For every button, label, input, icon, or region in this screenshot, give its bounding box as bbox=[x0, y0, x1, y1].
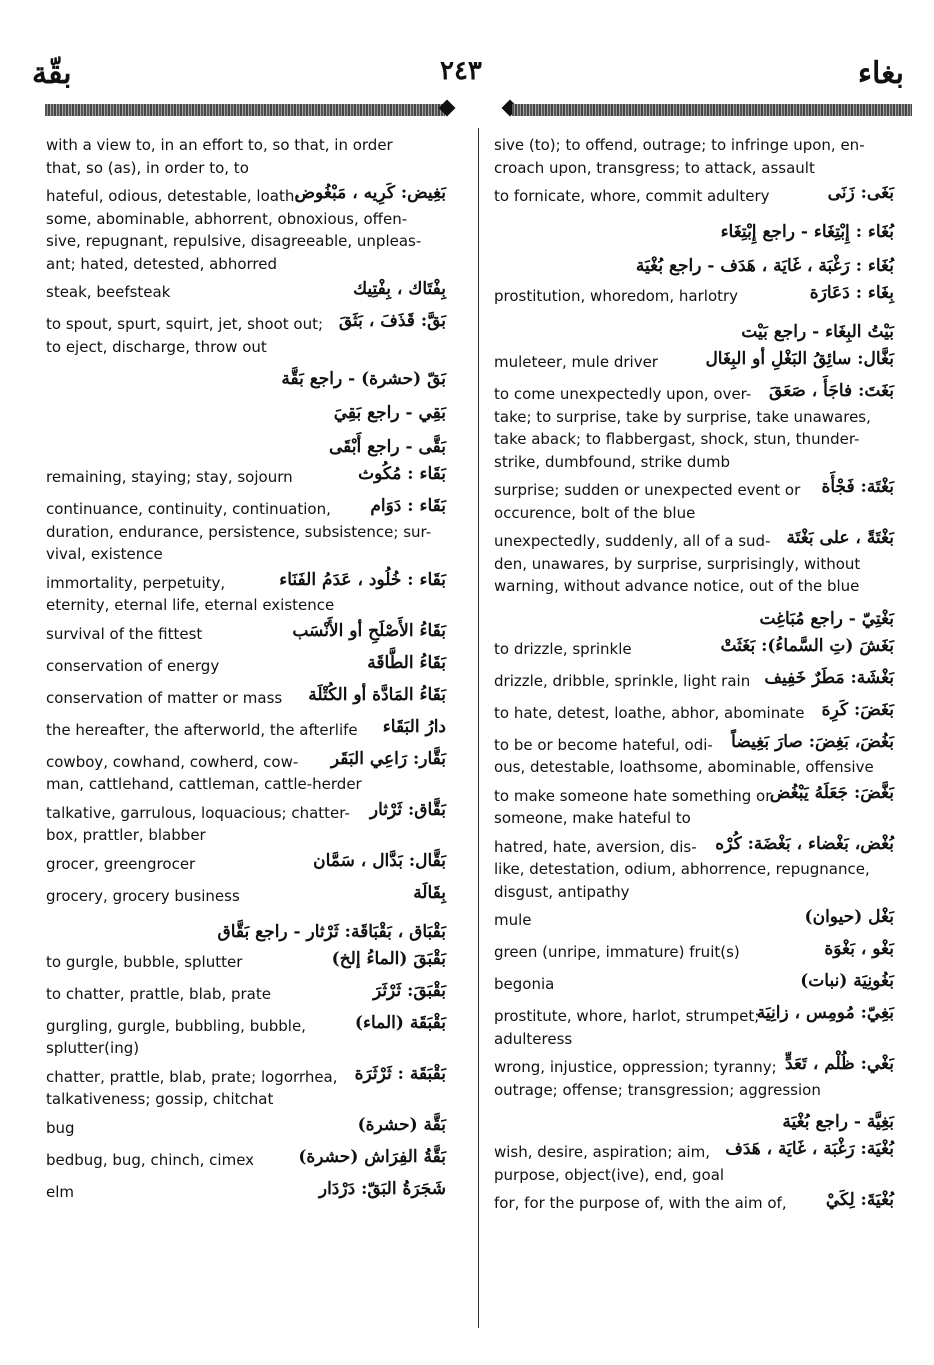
arabic-headword: بَقْبَاق ، بَقْبَاقَة: ثَرْثار - راجع بَقَّاق bbox=[217, 921, 446, 942]
arabic-headword: بَغَتَ: فاجَأَ ، صَعَقَ bbox=[769, 381, 894, 401]
arabic-headword: بَقْبَقَة (الماء) bbox=[354, 1012, 446, 1033]
dictionary-entry bbox=[494, 909, 894, 935]
dictionary-entry bbox=[46, 398, 446, 428]
arabic-headword: بَغْتِيّ - راجع مُبَاغِت bbox=[759, 608, 894, 629]
arabic-headword: بُغَاء : إِبْتِغَاء - راجع إِبْتِغَاء bbox=[720, 222, 894, 242]
dictionary-entry bbox=[46, 850, 446, 879]
dictionary-entry bbox=[46, 466, 446, 492]
english-definition: surprise; sudden or unexpected event or occurence, bolt of the blue bbox=[494, 481, 801, 522]
dictionary-entry bbox=[494, 731, 894, 779]
header-rule-left bbox=[45, 104, 445, 116]
dictionary-entry bbox=[46, 432, 446, 462]
dictionary-entry bbox=[46, 684, 446, 713]
dictionary-entry bbox=[46, 364, 446, 394]
arabic-headword: بَغْتَةً ، على بَغْتَة bbox=[786, 528, 894, 548]
arabic-headword: بَقَّاق: ثَرْثار bbox=[369, 799, 446, 820]
header-rule-right bbox=[512, 104, 912, 116]
arabic-headword: بَغَشَ (تِ السَّماءُ): بَغَثَتْ bbox=[720, 635, 894, 656]
dictionary-entry bbox=[494, 973, 894, 999]
english-definition: cowboy, cowhand, cowherd, cow- man, cattlehand, cattleman, cattle-herder bbox=[46, 752, 362, 793]
arabic-headword: بَقَّى - راجع أَبْقَى bbox=[328, 437, 446, 457]
english-definition: bug bbox=[46, 1118, 75, 1137]
arabic-headword: بَغْتَة: فَجْأَة bbox=[821, 477, 894, 497]
dictionary-entry bbox=[46, 498, 446, 566]
english-definition: to spout, spurt, squirt, jet, shoot out; to eject, discharge, throw out bbox=[46, 315, 324, 356]
dictionary-entry bbox=[46, 716, 446, 745]
english-definition: survival of the fittest bbox=[46, 624, 203, 643]
arabic-headword: بَقَّال: بَدَّال ، سَمَّان bbox=[313, 850, 446, 871]
guide-word-right: بغاء bbox=[857, 56, 904, 91]
english-definition: green (unripe, immature) fruit(s) bbox=[494, 943, 740, 961]
arabic-headword: بَغُضَ، بَغِضَ: صارَ بَغِيضاً bbox=[731, 731, 894, 752]
dictionary-entry bbox=[494, 479, 894, 524]
dictionary-entry bbox=[494, 604, 894, 634]
dictionary-entry bbox=[494, 782, 894, 830]
arabic-headword: بَغْو ، بَغْوَة bbox=[824, 939, 894, 959]
english-definition: drizzle, dribble, sprinkle, light rain bbox=[494, 671, 751, 690]
arabic-headword: بَغِيض: كَرِيه ، مَبْغُوض bbox=[294, 183, 446, 203]
arabic-headword: بَقْبَقَ (الماءُ إلخ) bbox=[331, 948, 446, 969]
dictionary-entry bbox=[494, 317, 894, 347]
dictionary-entry bbox=[46, 882, 446, 911]
english-definition: talkative, garrulous, loquacious; chatter- box, prattler, blabber bbox=[46, 803, 350, 844]
english-definition: remaining, staying; stay, sojourn bbox=[46, 468, 293, 486]
arabic-headword: بَقَّار: رَاعِي البَقَر bbox=[330, 748, 446, 769]
guide-word-left: بقّة bbox=[32, 56, 72, 91]
arabic-headword: بُغْيَة: رَغْبَة ، غَايَة ، هَدَف bbox=[725, 1139, 894, 1159]
dictionary-entry bbox=[494, 1005, 894, 1050]
arabic-headword: بَقَاءُ الطَّاقَة bbox=[367, 652, 446, 673]
dictionary-entry bbox=[46, 652, 446, 681]
dictionary-entry bbox=[46, 281, 446, 307]
dictionary-entry bbox=[46, 1178, 446, 1207]
english-definition: chatter, prattle, blab, prate; logorrhea, talkativeness; gossip, chitchat bbox=[46, 1067, 338, 1108]
english-definition: continuance, continuity, continuation, duration, endurance, persistence, subsistence; sur- vival, existence bbox=[46, 500, 432, 563]
english-definition: wrong, injustice, oppression; tyranny; outrage; offense; transgression; aggression bbox=[494, 1058, 821, 1099]
arabic-headword: بَغَّال: سائِقُ البَغْلِ أو البِغَال bbox=[705, 349, 894, 369]
english-definition: with a view to, in an effort to, so that, in order that, so (as), in order to, to bbox=[46, 136, 393, 177]
english-definition: immortality, perpetuity, eternity, eternal life, eternal existence bbox=[46, 573, 335, 614]
english-definition: muleteer, mule driver bbox=[494, 353, 658, 371]
dictionary-entry bbox=[46, 134, 446, 179]
arabic-headword: بِفْتَاك ، بِفْتِيك bbox=[353, 279, 446, 299]
dictionary-entry bbox=[46, 1063, 446, 1111]
dictionary-entry bbox=[494, 134, 894, 179]
english-definition: unexpectedly, suddenly, all of a sud- den, unawares, by surprise, surprisingly, without warning, without advance notice, out of the blue bbox=[494, 532, 861, 595]
english-definition: mule bbox=[494, 911, 532, 929]
english-definition: hateful, odious, detestable, loath- some, abominable, abhorrent, obnoxious, offen- sive, repugnant, repulsive, disagreeable, unpleas- ant; hated, detested, abhorred bbox=[46, 187, 422, 273]
english-definition: wish, desire, aspiration; aim, purpose, object(ive), end, goal bbox=[494, 1143, 725, 1184]
arabic-headword: بَغَى: زَنَى bbox=[827, 183, 894, 203]
english-definition: to make someone hate something or someone, make hateful to bbox=[494, 786, 772, 827]
dictionary-entry bbox=[46, 917, 446, 947]
arabic-headword: بَقَّةُ الفِرَاش (حشرة) bbox=[298, 1146, 446, 1167]
arabic-headword: بُغْض، بَغْضاء ، بَغْضَة: كُرْه bbox=[715, 833, 894, 854]
arabic-headword: بَقَاء : دَوَام bbox=[370, 496, 446, 516]
english-definition: prostitute, whore, harlot, strumpet; adulteress bbox=[494, 1007, 760, 1048]
dictionary-entry bbox=[494, 699, 894, 728]
arabic-headword: دارُ البَقَاء bbox=[382, 716, 446, 737]
dictionary-entry bbox=[494, 833, 894, 904]
arabic-headword: بَقَاء : خُلُود ، عَدَمُ الفَنَاء bbox=[279, 569, 446, 590]
arabic-headword: بَغُونِيَة (نبات) bbox=[800, 971, 894, 991]
dictionary-entry bbox=[46, 185, 446, 275]
dictionary-entry bbox=[494, 635, 894, 664]
english-definition: to come unexpectedly upon, over- take; to surprise, take by surprise, take unawares, take aback; to flabbergast, shock, stun, thunder- strike, dumbfound, strike dumb bbox=[494, 385, 871, 471]
dictionary-entry bbox=[46, 1114, 446, 1143]
english-definition: sive (to); to offend, outrage; to infringe upon, en- croach upon, transgress; to attack, assault bbox=[494, 136, 865, 177]
right-column bbox=[494, 134, 894, 1224]
dictionary-entry bbox=[494, 667, 894, 696]
arabic-headword: بَغْل (حيوان) bbox=[804, 907, 894, 927]
dictionary-entry bbox=[494, 1056, 894, 1101]
english-definition: elm bbox=[46, 1182, 75, 1201]
arabic-headword: بَغَضَ: كَرِهَ bbox=[821, 699, 894, 720]
dictionary-entry bbox=[494, 941, 894, 967]
english-definition: to hate, detest, loathe, abhor, abominate bbox=[494, 703, 805, 722]
dictionary-entry bbox=[494, 383, 894, 473]
dictionary-entry bbox=[494, 285, 894, 311]
dictionary-entry bbox=[46, 1146, 446, 1175]
english-definition: to chatter, prattle, blab, prate bbox=[46, 984, 271, 1003]
arabic-headword: بَقَّة (حشرة) bbox=[357, 1114, 446, 1135]
english-definition: begonia bbox=[494, 975, 555, 993]
english-definition: grocery, grocery business bbox=[46, 886, 240, 905]
dictionary-entry bbox=[494, 530, 894, 598]
english-definition: hatred, hate, aversion, dis- like, detestation, odium, abhorrence, repugnance, disgust, antipathy bbox=[494, 837, 870, 901]
dictionary-entry bbox=[46, 620, 446, 649]
english-definition: to gurgle, bubble, splutter bbox=[46, 952, 243, 971]
english-definition: conservation of matter or mass bbox=[46, 688, 283, 707]
dictionary-entry bbox=[46, 569, 446, 617]
english-definition: the hereafter, the afterworld, the afterlife bbox=[46, 720, 358, 739]
english-definition: prostitution, whoredom, harlotry bbox=[494, 287, 739, 305]
arabic-headword: بُغَاء : رَغْبَة ، غَايَة ، هَدَف - راجع بُغْيَة bbox=[635, 256, 894, 276]
arabic-headword: بَغْي: ظُلْم ، تَعَدٍّ bbox=[785, 1054, 894, 1074]
arabic-headword: بُغْيَةَ: لِكَيْ bbox=[825, 1190, 894, 1210]
english-definition: steak, beefsteak bbox=[46, 283, 171, 301]
dictionary-entry bbox=[46, 1012, 446, 1060]
english-definition: conservation of energy bbox=[46, 656, 220, 675]
arabic-headword: بَغْشَة: مَطَرٌ خَفِيف bbox=[764, 667, 894, 688]
english-definition: for, for the purpose of, with the aim of, bbox=[494, 1194, 787, 1212]
arabic-headword: بَقْبَقَ: ثَرْثَرَ bbox=[372, 980, 446, 1001]
arabic-headword: بِقَالَة bbox=[413, 882, 446, 903]
arabic-headword: بَقّ (حشرة) - راجع بَقَّة bbox=[281, 369, 446, 389]
arabic-headword: بَيْتُ البِغَاء - راجع بَيْت bbox=[741, 322, 894, 342]
english-definition: bedbug, bug, chinch, cimex bbox=[46, 1150, 255, 1169]
dictionary-entry bbox=[46, 980, 446, 1009]
arabic-headword: بَغِيّ: مُومِس ، زانِيَة bbox=[756, 1003, 894, 1023]
english-definition: to fornicate, whore, commit adultery bbox=[494, 187, 770, 205]
dictionary-entry bbox=[46, 313, 446, 358]
page-number: ٢٤٣ bbox=[440, 56, 482, 86]
arabic-headword: بَغَّضَ: جَعَلَهُ يَبْغُض bbox=[769, 782, 894, 803]
arabic-headword: بَقَاء : مُكُوث bbox=[358, 464, 446, 484]
arabic-headword: بَغِيَّة - راجع بُغْيَة bbox=[782, 1112, 894, 1132]
arabic-headword: بَقِي - راجع بَقِيَ bbox=[333, 403, 446, 423]
column-divider bbox=[478, 128, 479, 1328]
arabic-headword: شَجَرَةُ البَقّ: دَرْدَار bbox=[318, 1178, 446, 1199]
dictionary-entry bbox=[46, 799, 446, 847]
english-definition: grocer, greengrocer bbox=[46, 854, 196, 873]
arabic-headword: بَقْبَقَة : ثَرْثَرَة bbox=[354, 1063, 446, 1084]
arabic-headword: بَقَاءُ المَادَّة أو الكُتْلَة bbox=[308, 684, 446, 705]
english-definition: gurgling, gurgle, bubbling, bubble, splutter(ing) bbox=[46, 1016, 306, 1057]
arabic-headword: بَقَّ: قَذَفَ ، بَثَقَ bbox=[338, 311, 446, 331]
dictionary-entry bbox=[494, 217, 894, 247]
dictionary-entry bbox=[494, 185, 894, 211]
dictionary-entry bbox=[494, 251, 894, 281]
arabic-headword: بَقَاءُ الأَصْلَحِ أو الأَنْسَب bbox=[292, 620, 446, 641]
english-definition: to drizzle, sprinkle bbox=[494, 639, 632, 658]
dictionary-entry bbox=[494, 1141, 894, 1186]
left-column bbox=[46, 134, 446, 1213]
dictionary-entry bbox=[46, 948, 446, 977]
dictionary-entry bbox=[494, 351, 894, 377]
english-definition: to be or become hateful, odi- ous, detestable, loathsome, abominable, offensive bbox=[494, 735, 874, 776]
dictionary-entry bbox=[46, 748, 446, 796]
dictionary-entry bbox=[494, 1107, 894, 1137]
dictionary-entry bbox=[494, 1192, 894, 1218]
arabic-headword: بِغَاء : دَعَارَة bbox=[809, 283, 894, 303]
